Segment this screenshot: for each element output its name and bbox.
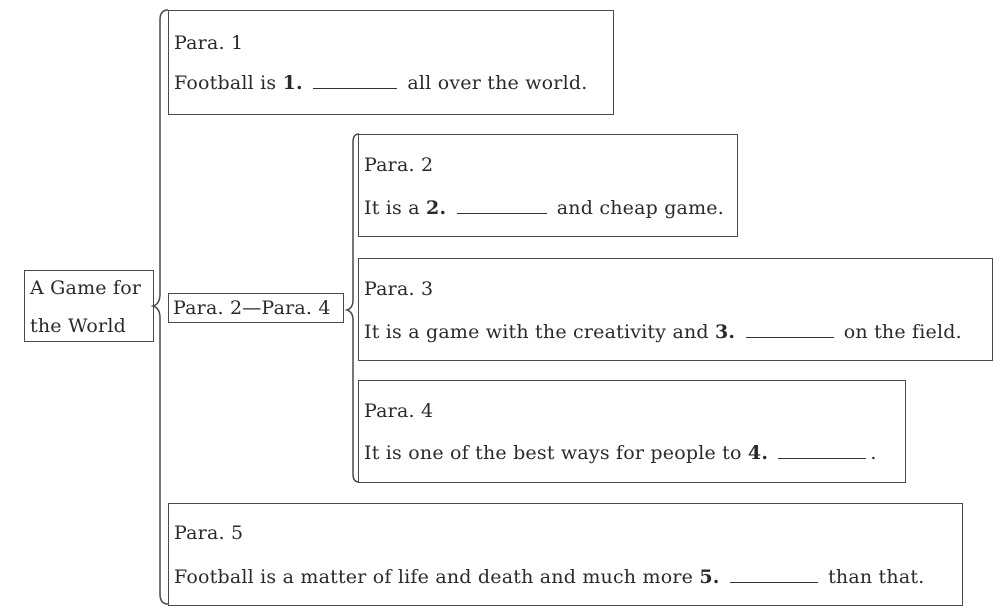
para4-text-after: . (870, 442, 877, 464)
para1-heading: Para. 1 (174, 32, 244, 54)
para3-text-before: It is a game with the creativity and (364, 321, 709, 343)
para4-text-before: It is one of the best ways for people to (364, 442, 742, 464)
blank-2[interactable] (457, 195, 547, 214)
para5-box (168, 503, 963, 606)
root-title-line-2: the World (30, 315, 126, 337)
para5-text-before: Football is a matter of life and death and much more (174, 566, 694, 588)
para5-heading: Para. 5 (174, 522, 244, 544)
para1-text-before: Football is (174, 72, 277, 94)
blank-3[interactable] (746, 319, 834, 338)
blank-number-5: 5. (699, 566, 720, 588)
para2-text-before: It is a (364, 197, 420, 219)
para4-heading: Para. 4 (364, 400, 434, 422)
blank-4[interactable] (778, 440, 866, 459)
root-node (24, 270, 154, 342)
blank-number-1: 1. (282, 72, 303, 94)
para5-sentence (174, 564, 924, 589)
para3-text-after: on the field. (843, 321, 962, 343)
para1-sentence (174, 70, 587, 95)
para1-text-after: all over the world. (407, 72, 588, 94)
para2-heading: Para. 2 (364, 154, 434, 176)
blank-1[interactable] (313, 70, 397, 89)
para4-sentence (364, 440, 877, 465)
para2-sentence (364, 195, 724, 220)
blank-number-4: 4. (747, 442, 769, 464)
para3-box (358, 258, 993, 361)
middle-node-label: Para. 2—Para. 4 (173, 297, 331, 319)
para5-text-after: than that. (828, 566, 925, 588)
blank-number-3: 3. (715, 321, 736, 343)
root-title-line-1: A Game for (30, 277, 142, 299)
blank-5[interactable] (730, 564, 818, 583)
blank-number-2: 2. (426, 197, 447, 219)
para3-sentence (364, 319, 962, 344)
para4-box (358, 380, 906, 483)
para1-box (168, 10, 614, 115)
para2-text-after: and cheap game. (556, 197, 724, 219)
middle-node (168, 293, 344, 323)
para2-box (358, 134, 738, 237)
para3-heading: Para. 3 (364, 278, 434, 300)
